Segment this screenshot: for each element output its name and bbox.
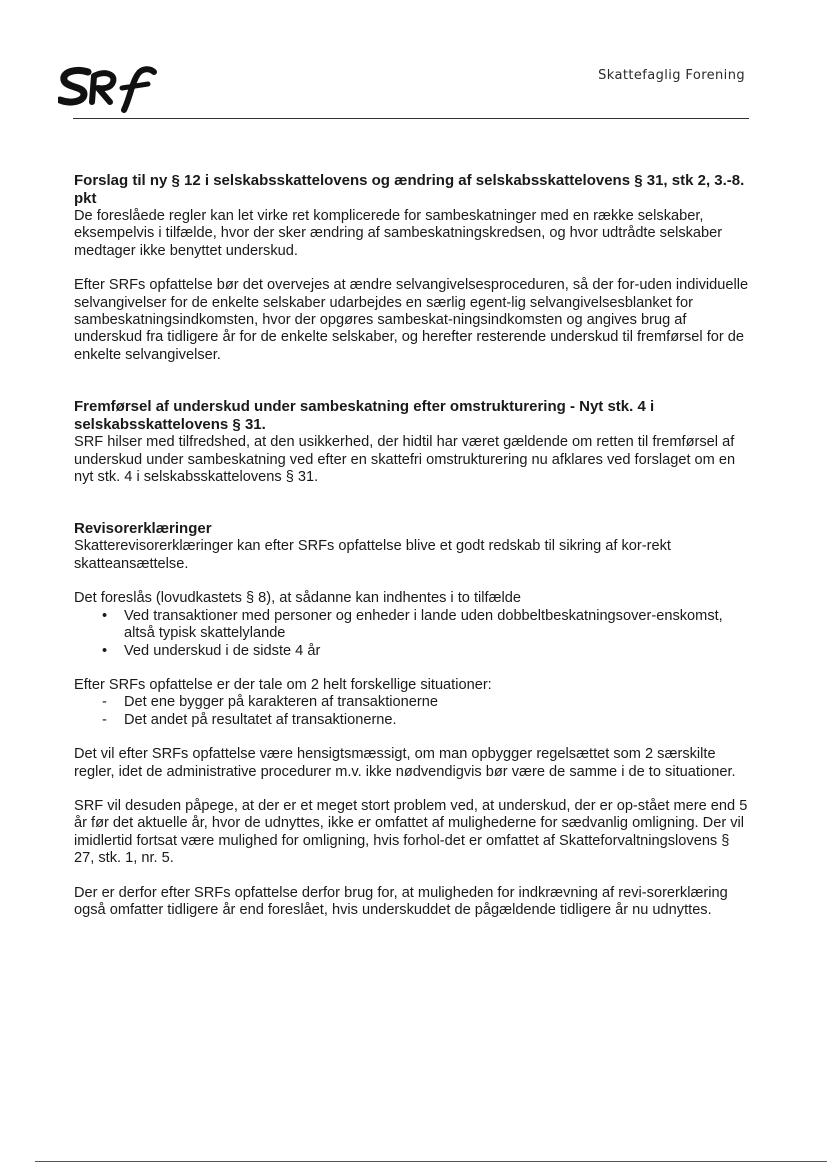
section-s12 xyxy=(74,172,750,364)
list-item: • Ved transaktioner med personer og enheder i lande uden dobbeltbeskatningsover-enskomst, altså typisk skattelylande xyxy=(74,608,750,643)
section-title: Forslag til ny § 12 i selskabsskattelovens og ændring af selskabsskattelovens § 31, stk 2, 3.-8. pkt xyxy=(74,172,745,207)
header-divider xyxy=(73,118,749,119)
section-revisorerklaeringer xyxy=(74,520,750,919)
page-header xyxy=(0,0,827,125)
list-item: • Ved underskud i de sidste 4 år xyxy=(74,643,750,660)
bullet-list xyxy=(74,608,750,660)
paragraph: SRF vil desuden påpege, at der er et meget stort problem ved, at underskud, der er op-stået mere end 5 år før det aktuelle år, hvor de udnyttes, ikke er omfattet af mulighederne for sædvanlig omligning. Der vil imidlertid fortsat være mulighed for omligning, hvis forhol-det er omfattet af Skatteforvaltningslovens § 27, stk. 1, nr. 5. xyxy=(74,797,748,867)
paragraph: Skatterevisorerklæringer kan efter SRFs opfattelse blive et godt redskab til sikring af kor-rekt skatteansættelse. xyxy=(74,538,671,572)
footer-divider xyxy=(35,1161,827,1162)
paragraph: Der er derfor efter SRFs opfattelse derfor brug for, at muligheden for indkrævning af revi-sorerklæring også omfatter tidligere år end foreslået, hvis underskuddet de pågældende tidligere år nu udnyttes. xyxy=(74,884,728,918)
list-item: - Det andet på resultatet af transaktionerne. xyxy=(74,712,750,729)
list-item: - Det ene bygger på karakteren af transaktionerne xyxy=(74,694,750,711)
paragraph: Det vil efter SRFs opfattelse være hensigtsmæssigt, om man opbygger regelsættet som 2 særskilte regler, idet de administrative procedurer m.v. ikke nødvendigvis bør være de samme i de to situationer. xyxy=(74,746,736,780)
dash-list xyxy=(74,694,750,729)
paragraph: Efter SRFs opfattelse bør det overvejes at ændre selvangivelsesproceduren, så der for-uden individuelle selvangivelser for de enkelte selskaber udarbejdes en særlig egent-lig selvangivelsesblanket for sambeskatningsindkomsten, hvor der opgøres sambeskat-ningsindkomsten og angives brug af underskud fra tidligere år for de enkelte selskaber, og herefter resterende underskud til fremførsel for de enkelte selvangivelser. xyxy=(74,277,749,363)
document-body xyxy=(74,172,750,919)
organization-name: Skattefaglig Forening xyxy=(598,68,745,83)
paragraph: Efter SRFs opfattelse er der tale om 2 helt forskellige situationer: xyxy=(74,676,492,693)
paragraph: De foreslåede regler kan let virke ret komplicerede for sambeskatninger med en række selskaber, eksempelvis i tilfælde, hvor der sker ændring af sambeskatningskredsen, og hvor udtrådte selskaber medtager ikke benyttet underskud. xyxy=(74,208,723,259)
paragraph: SRF hilser med tilfredshed, at den usikkerhed, der hidtil har været gældende om retten til fremførsel af underskud under sambeskatning ved efter en skattefri omstrukturering nu afklares ved forslaget om en nyt stk. 4 i selskabsskattelovens § 31. xyxy=(74,434,736,486)
section-title: Fremførsel af underskud under sambeskatning efter omstrukturering - Nyt stk. 4 i selskabsskattelovens § 31. xyxy=(74,398,655,434)
section-fremforsel xyxy=(74,398,750,486)
srf-logo xyxy=(58,62,158,114)
section-title: Revisorerklæringer xyxy=(74,520,212,538)
paragraph: Det foreslås (lovudkastets § 8), at sådanne kan indhentes i to tilfælde xyxy=(74,590,521,607)
